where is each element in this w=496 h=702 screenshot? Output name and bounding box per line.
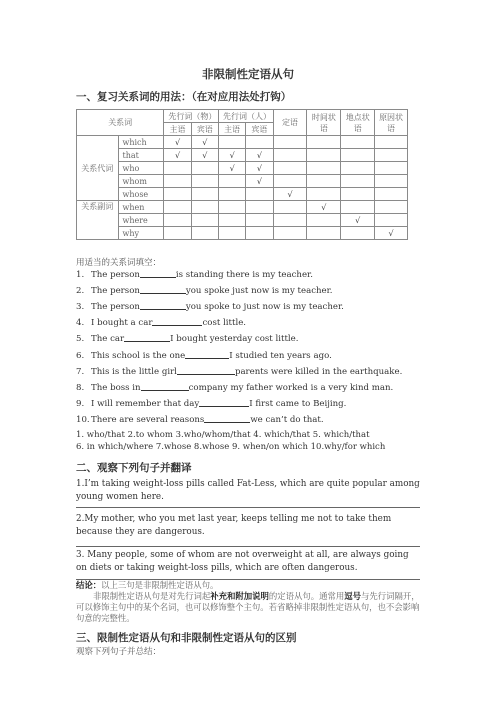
conclusion-text-3: 与先行词隔开，可以修饰主句中的某个名词，也可以修饰整个主句。若省略掉非限制性定语从句，也不会影响句意的完整性。 — [76, 591, 420, 623]
sentence-1: 1.I’m taking weight-loss pills called Fat-Less, which are quite popular among young women here. — [76, 479, 420, 502]
section3-instruction: 观察下列句子并总结： — [76, 647, 162, 657]
question-number: 8. — [76, 382, 85, 393]
check-mark-cell: √ — [218, 149, 245, 162]
question-text-after: you spoke just now is my teacher. — [185, 286, 333, 297]
fill-question — [76, 268, 313, 280]
empty-cell — [164, 175, 191, 188]
empty-cell — [246, 214, 273, 227]
question-text-after: I first came to Beijing. — [249, 398, 347, 409]
empty-cell — [341, 188, 375, 201]
table-body — [77, 136, 408, 240]
empty-cell — [164, 201, 191, 214]
empty-cell — [341, 175, 375, 188]
conclusion-text-2: 的定语从句。通常用 — [268, 591, 345, 601]
question-text-before: The person — [91, 270, 140, 280]
answer-blank[interactable] — [185, 349, 229, 359]
empty-cell — [218, 214, 245, 227]
header-subject-thing: 主语 — [164, 123, 191, 136]
check-mark-cell: √ — [191, 149, 218, 162]
empty-cell — [375, 188, 408, 201]
empty-cell — [375, 162, 408, 175]
check-mark-cell: √ — [341, 214, 375, 227]
check-mark-cell: √ — [375, 227, 408, 240]
empty-cell — [307, 175, 341, 188]
question-text-after: cost little. — [202, 318, 247, 329]
empty-cell — [191, 175, 218, 188]
section2-heading: 二、观察下列句子并翻译 — [76, 462, 192, 474]
check-mark-cell: √ — [273, 188, 307, 201]
question-number: 4. — [76, 318, 85, 329]
empty-cell — [307, 136, 341, 149]
conclusion-text-1: 非限制性定语从句是对先行词起 — [93, 591, 211, 601]
check-mark-cell: √ — [246, 162, 273, 175]
check-mark-cell: √ — [246, 175, 273, 188]
question-number: 7. — [76, 366, 85, 377]
relative-word-cell: whom — [118, 175, 164, 188]
question-text-before: There are several reasons — [91, 414, 205, 425]
answer-line-1: 1. who/that 2.to whom 3.who/whom/that 4. which/that 5. which/that — [76, 430, 370, 440]
question-text-before: This school is the one — [91, 350, 186, 361]
empty-cell — [164, 227, 191, 240]
empty-cell — [246, 227, 273, 240]
empty-cell — [273, 201, 307, 214]
fill-question — [76, 332, 298, 344]
question-text-before: This is the little girl — [91, 366, 177, 377]
empty-cell — [218, 136, 245, 149]
empty-cell — [307, 188, 341, 201]
empty-cell — [307, 162, 341, 175]
question-text-after: I bought yesterday cost little. — [170, 334, 299, 345]
conclusion-key-1: 补充和附加说明 — [210, 591, 269, 601]
answer-blank[interactable] — [177, 365, 235, 375]
empty-cell — [246, 188, 273, 201]
fill-instruction: 用适当的关系词填空： — [76, 258, 162, 268]
empty-cell — [375, 201, 408, 214]
fill-question — [76, 349, 332, 361]
relative-word-cell: that — [118, 149, 164, 162]
empty-cell — [164, 162, 191, 175]
question-text-before: The car — [91, 334, 125, 345]
question-number: 2. — [76, 286, 85, 297]
table-header-row — [77, 110, 408, 123]
check-mark-cell: √ — [246, 149, 273, 162]
answer-blank[interactable] — [140, 300, 186, 310]
empty-cell — [273, 175, 307, 188]
relative-word-cell: which — [118, 136, 164, 149]
header-antecedent-thing: 先行词（物） — [164, 110, 219, 123]
empty-cell — [341, 201, 375, 214]
table-row — [77, 227, 408, 240]
header-antecedent-person: 先行词（人） — [218, 110, 273, 123]
question-number: 6. — [76, 350, 85, 361]
question-number: 1. — [76, 270, 85, 280]
empty-cell — [375, 214, 408, 227]
question-text-before: The person — [91, 302, 140, 313]
relative-word-cell: where — [118, 214, 164, 227]
question-number: 9. — [76, 398, 85, 409]
answer-blank[interactable] — [199, 397, 249, 407]
check-mark-cell: √ — [307, 201, 341, 214]
empty-cell — [273, 136, 307, 149]
answer-blank[interactable] — [124, 332, 170, 342]
empty-cell — [307, 227, 341, 240]
section3-heading: 三、限制性定语从句和非限制性定语从句的区别 — [76, 632, 297, 644]
fill-question — [76, 397, 346, 409]
empty-cell — [307, 214, 341, 227]
empty-cell — [218, 188, 245, 201]
table-row — [77, 136, 408, 149]
empty-cell — [191, 188, 218, 201]
relative-word-cell: whose — [118, 188, 164, 201]
empty-cell — [273, 214, 307, 227]
sentence-3: 3. Many people, some of whom are not overweight at all, are always going on diets or taking weight-loss pills, which are often dangerous. — [76, 550, 409, 573]
fill-question — [76, 284, 333, 296]
fill-question — [76, 413, 324, 425]
answer-line — [76, 507, 420, 508]
table-row — [77, 201, 408, 214]
check-mark-cell: √ — [191, 136, 218, 149]
answer-blank[interactable] — [204, 413, 250, 423]
section1-heading: 一、复习关系词的用法：（在对应用法处打钩） — [76, 91, 292, 103]
empty-cell — [273, 149, 307, 162]
relative-word-cell: who — [118, 162, 164, 175]
header-attributive: 定语 — [273, 110, 307, 136]
header-place-adverbial: 地点状语 — [341, 110, 375, 136]
empty-cell — [191, 162, 218, 175]
fill-question — [76, 300, 344, 312]
fill-question — [76, 381, 393, 393]
relative-word-cell: why — [118, 227, 164, 240]
empty-cell — [375, 175, 408, 188]
empty-cell — [273, 162, 307, 175]
group-label-adverbs: 关系副词 — [77, 201, 119, 240]
empty-cell — [218, 227, 245, 240]
answer-line-2: 6. in which/where 7.whose 8.whose 9. when/on which 10.why/for which — [76, 442, 386, 452]
fill-question — [76, 316, 246, 328]
question-text-after: we can’t do that. — [250, 414, 324, 425]
check-mark-cell: √ — [164, 149, 191, 162]
question-text-before: I will remember that day — [91, 398, 200, 409]
answer-blank[interactable] — [152, 316, 202, 326]
question-text-before: The boss in — [91, 382, 141, 393]
empty-cell — [375, 136, 408, 149]
conclusion-label: 结论： — [76, 580, 102, 590]
empty-cell — [191, 201, 218, 214]
header-object-thing: 宾语 — [191, 123, 218, 136]
header-relative-word: 关系词 — [77, 110, 164, 136]
header-reason-adverbial: 原因状语 — [375, 110, 408, 136]
relative-words-table — [76, 109, 408, 240]
answer-line — [76, 546, 420, 547]
empty-cell — [307, 149, 341, 162]
empty-cell — [273, 227, 307, 240]
header-subject-person: 主语 — [218, 123, 245, 136]
question-text-after: company my father worked is a very kind man. — [188, 382, 394, 393]
header-time-adverbial: 时间状语 — [307, 110, 341, 136]
page-title: 非限制性定语从句 — [202, 67, 294, 81]
conclusion-line1: 以上三句是非限制性定语从句。 — [101, 580, 219, 590]
table-row — [77, 175, 408, 188]
empty-cell — [191, 214, 218, 227]
empty-cell — [164, 188, 191, 201]
conclusion-key-2: 逗号 — [344, 591, 361, 601]
fill-question — [76, 365, 402, 377]
empty-cell — [341, 136, 375, 149]
empty-cell — [218, 201, 245, 214]
question-number: 10. — [76, 414, 90, 425]
relative-word-cell: when — [118, 201, 164, 214]
question-number: 5. — [76, 334, 85, 345]
empty-cell — [341, 149, 375, 162]
table-row — [77, 162, 408, 175]
check-mark-cell: √ — [164, 136, 191, 149]
question-text-before: The person — [91, 286, 140, 297]
question-text-before: I bought a car — [91, 318, 153, 329]
table-row — [77, 188, 408, 201]
empty-cell — [218, 175, 245, 188]
answer-blank[interactable] — [140, 284, 186, 294]
empty-cell — [341, 227, 375, 240]
empty-cell — [375, 149, 408, 162]
empty-cell — [246, 201, 273, 214]
question-text-after: is standing there is my teacher. — [175, 270, 313, 280]
empty-cell — [191, 227, 218, 240]
question-number: 3. — [76, 302, 85, 313]
sentence-2: 2.My mother, who you met last year, keeps telling me not to take them because they are dangerous. — [76, 514, 392, 537]
conclusion-block — [76, 580, 420, 624]
table-row — [77, 149, 408, 162]
empty-cell — [341, 162, 375, 175]
answer-blank[interactable] — [141, 381, 189, 391]
empty-cell — [246, 136, 273, 149]
header-object-person: 宾语 — [246, 123, 273, 136]
question-text-after: I studied ten years ago. — [229, 350, 332, 361]
check-mark-cell: √ — [218, 162, 245, 175]
group-label-pronouns: 关系代词 — [77, 136, 119, 201]
empty-cell — [164, 214, 191, 227]
table-row — [77, 214, 408, 227]
question-text-after: you spoke to just now is my teacher. — [185, 302, 344, 313]
question-text-after: parents were killed in the earthquake. — [234, 366, 403, 377]
answer-blank[interactable] — [140, 268, 176, 278]
